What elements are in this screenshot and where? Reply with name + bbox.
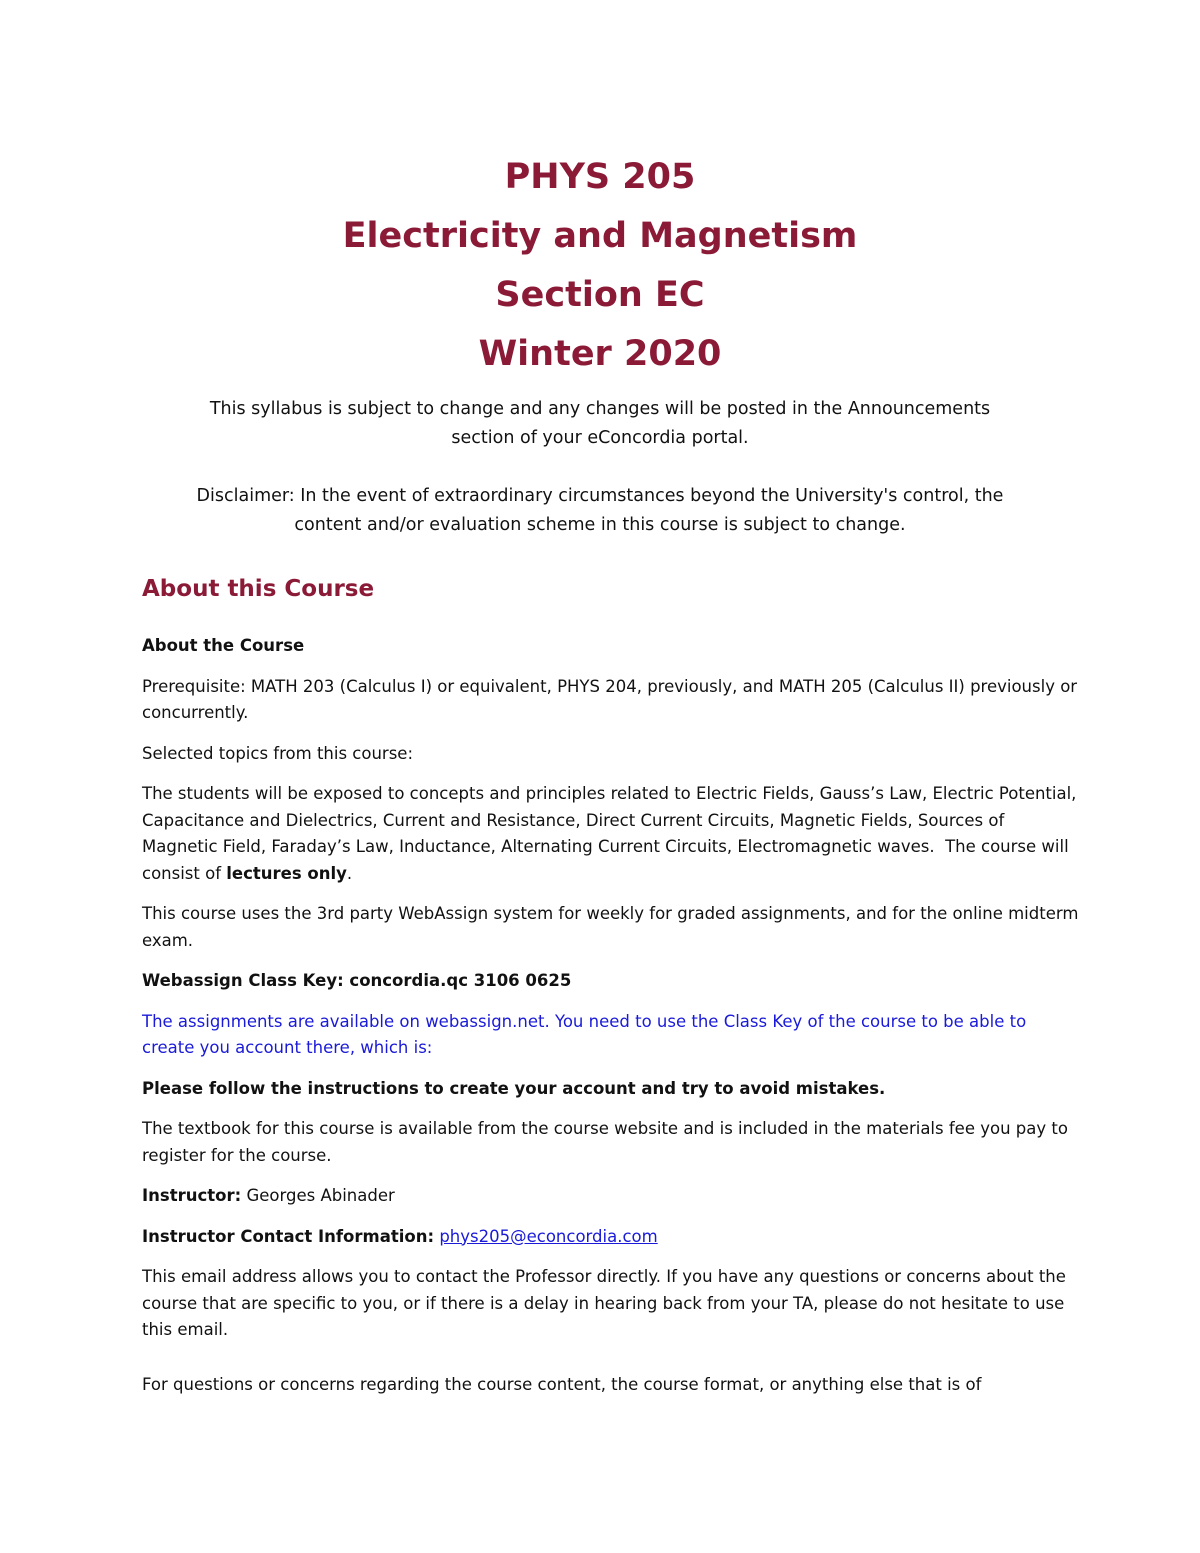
disclaimer-notice: [140, 482, 1060, 540]
email-note: This email address allows you to contact the Professor directly. If you have any questions or concerns about the course that are specific to you, or if there is a delay in hearing back from your TA, please do not hesitate to use this email.: [142, 1267, 1066, 1339]
assignments-note: The assignments are available on webassign.net. You need to use the Class Key of the course to be able to create you account there, which is:: [142, 1011, 1027, 1057]
lectures-suffix: .: [346, 863, 353, 883]
webassign-paragraph: This course uses the 3rd party WebAssign system for weekly for graded assignments, and for the online midterm exam.: [142, 904, 1079, 950]
course-code: PHYS 205: [504, 157, 696, 197]
course-name: Electricity and Magnetism: [342, 216, 858, 256]
course-section: Section EC: [495, 275, 705, 315]
topics-paragraph: [142, 781, 1082, 887]
instructor-label: Instructor:: [142, 1186, 242, 1205]
about-course-subheading: About the Course: [142, 636, 305, 655]
lectures-only: lectures only: [226, 863, 347, 883]
disclaimer-line-1: Disclaimer: In the event of extraordinary circumstances beyond the University's control, the: [196, 486, 1004, 506]
textbook-paragraph: The textbook for this course is available from the course website and is included in the materials fee you pay to register for the course.: [142, 1119, 1068, 1165]
disclaimer-line-2: content and/or evaluation scheme in this course is subject to change.: [294, 515, 906, 535]
webassign-class-key: Webassign Class Key: concordia.qc 3106 0625: [142, 971, 572, 990]
spacer: [142, 1358, 1082, 1372]
about-course-heading: About this Course: [142, 576, 375, 602]
questions-line: For questions or concerns regarding the course content, the course format, or anything else that is of: [142, 1374, 982, 1394]
about-course-body: [142, 633, 1082, 1412]
prerequisite-paragraph: Prerequisite: MATH 203 (Calculus I) or equivalent, PHYS 204, previously, and MATH 205 (Calculus II) previously or concurrently.: [142, 676, 1078, 722]
title-block: [0, 148, 1200, 384]
contact-email-link[interactable]: phys205@econcordia.com: [439, 1226, 658, 1246]
topics-text: The students will be exposed to concepts and principles related to Electric Fields, Gauss’s Law, Electric Potential, Capacitance and Dielectrics, Current and Resistance, Direct Current Circuits, Magnetic Fields, Sources of Magnetic Field, Faraday’s Law, Inductance, Alternating Current Circuits, Electromagnetic waves.: [142, 784, 1077, 856]
instructor-name: Georges Abinader: [246, 1186, 395, 1205]
syllabus-change-line-1: This syllabus is subject to change and any changes will be posted in the Announcements: [209, 399, 991, 419]
course-term: Winter 2020: [478, 334, 722, 374]
syllabus-change-notice: [140, 395, 1060, 453]
instructor-line: [142, 1183, 1082, 1210]
lectures-prefix: The course will consist of: [142, 837, 1069, 883]
contact-line: [142, 1224, 1082, 1251]
follow-instructions: Please follow the instructions to create your account and try to avoid mistakes.: [142, 1078, 886, 1098]
topics-intro: Selected topics from this course:: [142, 743, 414, 763]
syllabus-change-line-2: section of your eConcordia portal.: [451, 428, 749, 448]
contact-label: Instructor Contact Information:: [142, 1226, 435, 1246]
